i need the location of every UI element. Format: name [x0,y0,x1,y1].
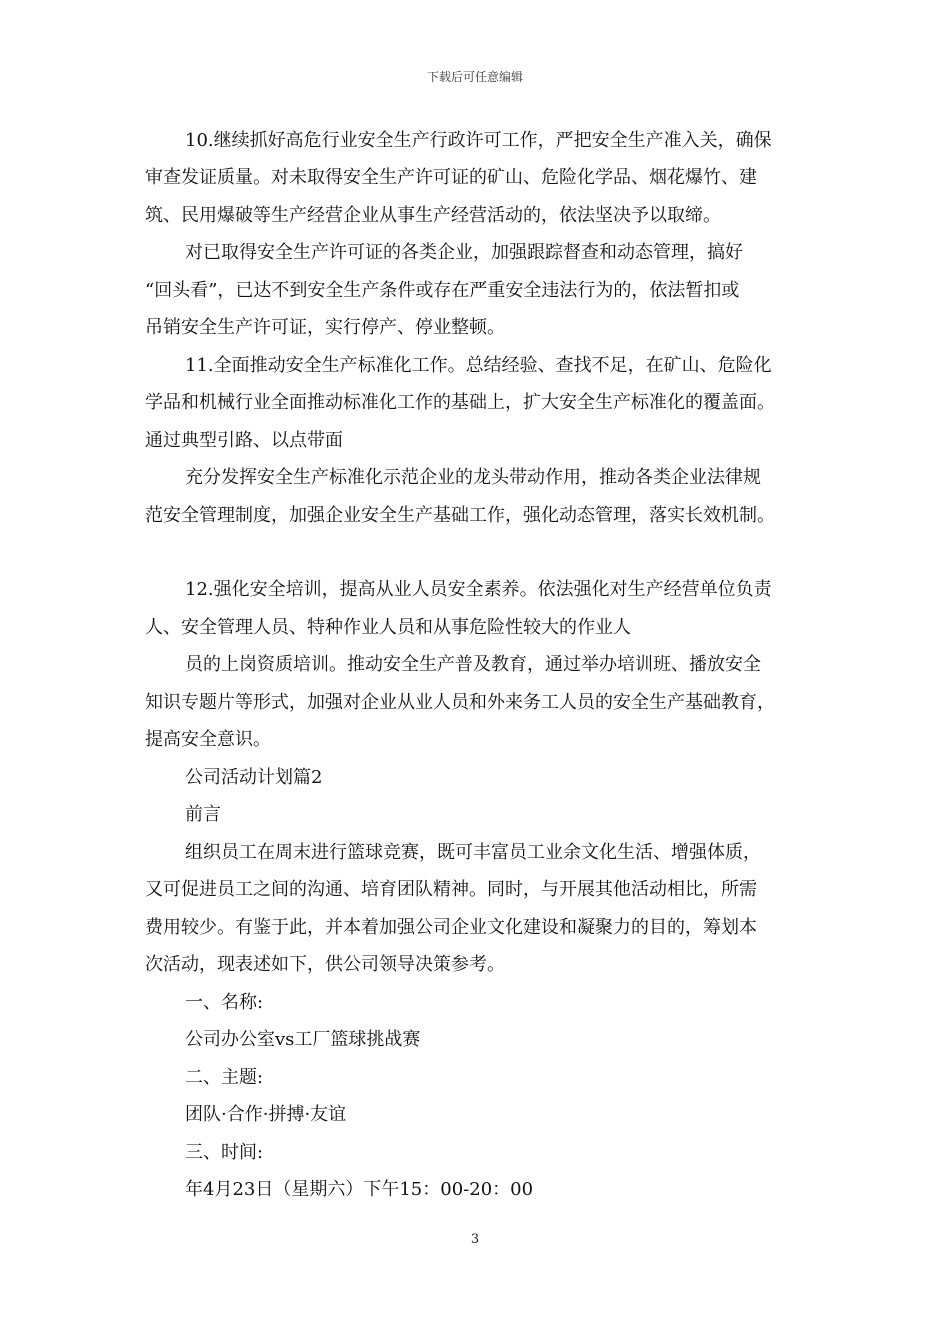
text-line: 二、主题: [185,1067,264,1088]
text-line: 三、时间: [185,1142,264,1163]
text-line: 10.继续抓好高危行业安全生产行政许可工作，严把安全生产准入关，确保 [185,130,772,151]
text-line: 充分发挥安全生产标准化示范企业的龙头带动作用，推动各类企业法律规 [185,467,761,488]
text-line: 公司办公室vs工厂篮球挑战赛 [185,1029,421,1050]
text-line: 吊销安全生产许可证，实行停产、停业整顿。 [145,317,505,338]
text-line: 提高安全意识。 [145,729,271,750]
text-line: “回头看”，已达不到安全生产条件或存在严重安全违法行为的，依法暂扣或 [145,280,740,301]
text-line: 人、安全管理人员、特种作业人员和从事危险性较大的作业人 [145,617,631,638]
text-line: 团队·合作·拼搏·友谊 [185,1104,347,1125]
text-line: 11.全面推动安全生产标准化工作。总结经验、查找不足，在矿山、危险化 [185,355,772,376]
text-line: 通过典型引路、以点带面 [145,430,343,451]
text-line: 12.强化安全培训，提高从业人员安全素养。依法强化对生产经营单位负责 [185,579,772,600]
text-line: 员的上岗资质培训。推动安全生产普及教育，通过举办培训班、播放安全 [185,654,761,675]
text-line: 学品和机械行业全面推动标准化工作的基础上，扩大安全生产标准化的覆盖面。 [145,392,775,413]
text-line: 费用较少。有鉴于此，并本着加强公司企业文化建设和凝聚力的目的，筹划本 [145,917,757,938]
text-line: 年4月23日（星期六）下午15：00-20：00 [185,1179,534,1200]
text-line: 次活动，现表述如下，供公司领导决策参考。 [145,954,505,975]
page-header: 下载后可任意编辑 [426,70,523,84]
text-line: 审查发证质量。对未取得安全生产许可证的矿山、危险化学品、烟花爆竹、建 [145,167,757,188]
page-number: 3 [470,1232,480,1247]
text-line: 筑、民用爆破等生产经营企业从事生产经营活动的，依法坚决予以取缔。 [145,205,721,226]
text-line: 范安全管理制度，加强企业安全生产基础工作，强化动态管理，落实长效机制。 [145,505,775,526]
text-line: 对已取得安全生产许可证的各类企业，加强跟踪督查和动态管理，搞好 [185,242,743,263]
text-line: 前言 [185,804,221,825]
text-line: 组织员工在周末进行篮球竞赛，既可丰富员工业余文化生活、增强体质， [185,842,761,863]
section-title: 公司活动计划篇2 [185,767,323,788]
text-line: 一、名称: [185,992,264,1013]
text-line: 知识专题片等形式，加强对企业从业人员和外来务工人员的安全生产基础教育， [145,692,775,713]
text-line: 又可促进员工之间的沟通、培育团队精神。同时，与开展其他活动相比，所需 [145,879,757,900]
